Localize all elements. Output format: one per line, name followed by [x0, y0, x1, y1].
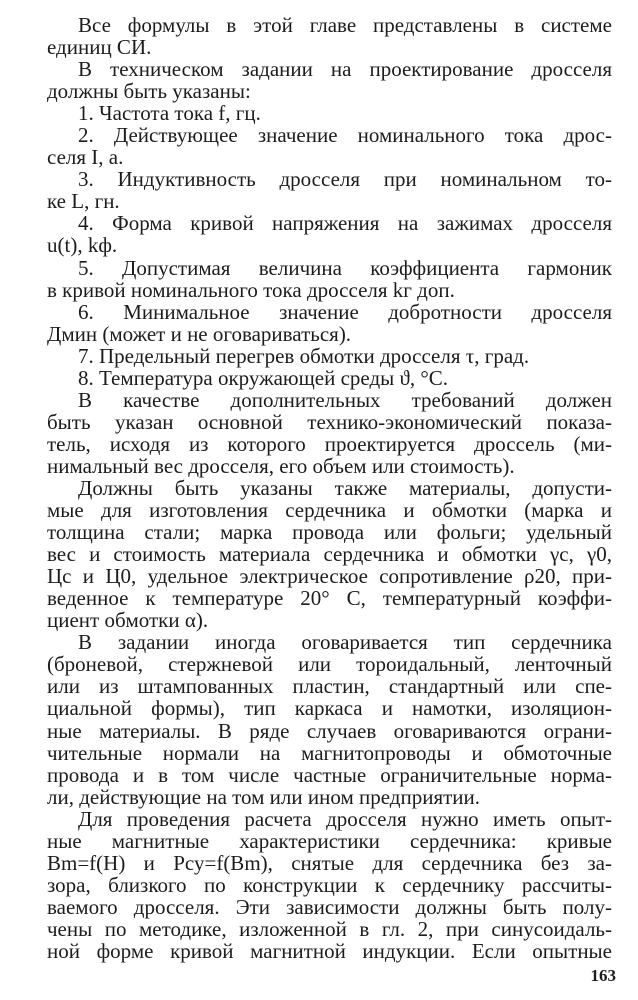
text-line: 6. Минимальное значение добротности дросселя [78, 299, 612, 324]
text-line: ли, действующие на том или ином предприятии. [47, 784, 481, 809]
text-line: 4. Форма кривой напряжения на зажимах дросселя [78, 211, 612, 236]
page-number: 163 [590, 966, 616, 985]
text-line: провода и в том числе частные ограничительные норма- [47, 762, 612, 787]
text-line: вес и стоимость материала сердечника и обмотки γс, γ0, [47, 542, 612, 567]
text-line: (броневой, стержневой или тороидальный, ленточный [47, 652, 612, 677]
text-line: 1. Частота тока f, гц. [78, 101, 261, 126]
text-line: зора, близкого по конструкции к сердечнику рассчиты- [47, 872, 612, 897]
text-line: чительные нормали на магнитопроводы и обмоточные [47, 740, 612, 765]
text-line: Цс и Ц0, удельное электрическое сопротивление ρ20, при- [47, 564, 612, 589]
text-line: 3. Индуктивность дросселя при номинальном то- [78, 167, 612, 192]
text-line: нимальный вес дросселя, его объем или стоимость). [47, 453, 515, 478]
text-body [47, 14, 612, 962]
text-line: 7. Предельный перегрев обмотки дросселя τ, град. [78, 343, 530, 368]
text-line: циальной формы), тип каркаса и намотки, изоляцион- [47, 696, 612, 721]
text-line: мые для изготовления сердечника и обмотки (марка и [47, 498, 612, 523]
text-line: ные материалы. В ряде случаев оговариваются ограни- [47, 718, 612, 743]
text-line: Дмин (может и не оговариваться). [47, 321, 352, 346]
text-line: ке L, гн. [47, 189, 120, 214]
text-line: в кривой номинального тока дросселя kг доп. [47, 277, 455, 302]
text-line: 5. Допустимая величина коэффициента гармоник [78, 255, 612, 280]
text-line: циент обмотки α). [47, 608, 209, 633]
text-line: 2. Действующее значение номинального тока дрос- [78, 123, 612, 148]
text-line: чены по методике, изложенной в гл. 2, при синусоидаль- [47, 916, 612, 941]
text-line: В качестве дополнительных требований должен [78, 387, 612, 412]
text-line: должны быть указаны: [47, 79, 251, 104]
text-line: u(t), kф. [47, 233, 118, 258]
text-line: Должны быть указаны также материалы, допусти- [78, 475, 612, 500]
text-line: или из штампованных пластин, стандартный или спе- [47, 674, 612, 699]
text-line: толщина стали; марка провода или фольги; удельный [47, 520, 612, 545]
text-line: селя I, а. [47, 145, 124, 170]
text-line: тель, исходя из которого проектируется дроссель (ми- [47, 431, 612, 456]
text-line: быть указан основной технико-экономический показа- [47, 409, 612, 434]
text-line: 8. Температура окружающей среды ϑ, °С. [78, 365, 449, 390]
text-line: ваемого дросселя. Эти зависимости должны быть полу- [47, 894, 612, 919]
text-line: веденное к температуре 20° С, температурный коэффи- [47, 586, 612, 611]
text-line: В техническом задании на проектирование дросселя [78, 57, 612, 82]
text-line: В задании иногда оговаривается тип сердечника [78, 630, 612, 655]
text-line: Для проведения расчета дросселя нужно иметь опыт- [78, 806, 612, 831]
text-line: Все формулы в этой главе представлены в системе [78, 13, 612, 37]
text-line: ной форме кривой магнитной индукции. Если опытные [47, 938, 612, 963]
text-line: единиц СИ. [47, 35, 152, 60]
text-line: Bm=f(H) и Pсу=f(Bm), снятые для сердечника без за- [47, 850, 612, 875]
text-line: ные магнитные характеристики сердечника: кривые [47, 828, 612, 853]
